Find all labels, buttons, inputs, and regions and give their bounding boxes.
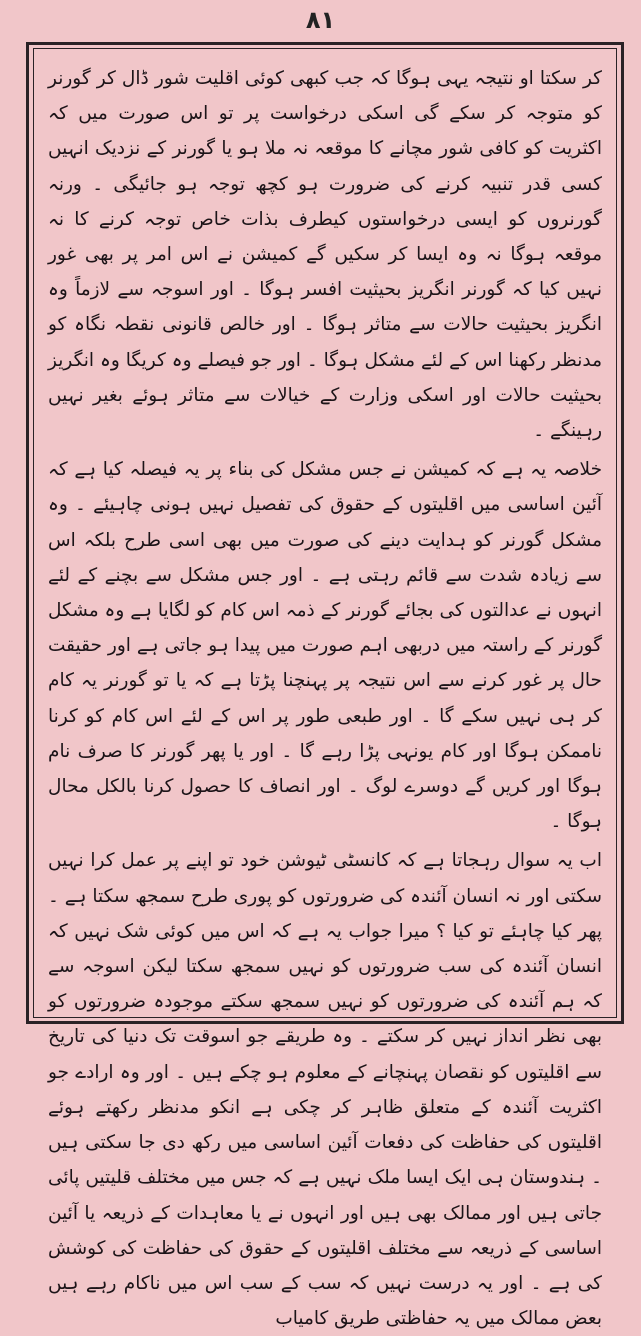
paragraph-1: کر سکتا او نتیجہ یہی ہوگا کہ جب کبھی کوئی اقلیت شور ڈال کر گورنر کو متوجہ کر سکے گی اسکی درخواست پر تو اس صورت میں کہ اکثریت کو کافی شور مچانے کا موقعہ نہ ملا ہو یا گورنر کے نزدیک انہیں کسی قدر تنبیہ کرنے کی ضرورت ہو کچھ توجہ ہو جائیگی ۔ ورنہ گورنروں کو ایسی درخواستوں کیطرف بذات خاص توجہ کرنے کا نہ موقعہ ہوگا نہ وہ ایسا کر سکیں گے کمیشن نے اس امر پر بھی غور نہیں کیا کہ گورنر انگریز بحیثیت افسر ہوگا ۔ اور اسوجہ سے لازماً وہ انگریز بحیثیت حالات سے متاثر ہوگا ۔ اور خالص قانونی نقطہ نگاہ کو مدنظر رکھنا اس کے لئے مشکل ہوگا ۔ اور جو فیصلے وہ کریگا وہ انگریز بحیثیت حالات اور اسکی وزارت کے خیالات سے متاثر ہوئے بغیر نہیں رہینگے ۔ <box>48 68 602 442</box>
paragraph-2: خلاصہ یہ ہے کہ کمیشن نے جس مشکل کی بناء پر یہ فیصلہ کیا ہے کہ آئین اساسی میں اقلیتوں کے حقوق کی تفصیل نہیں ہونی چاہیئے ۔ وہ مشکل گورنر کو ہدایت دینے کی صورت میں بھی اسی طرح بلکہ اس سے زیادہ شدت سے قائم رہتی ہے ۔ اور جس مشکل سے بچنے کے لئے انہوں نے عدالتوں کی بجائے گورنر کے ذمہ اس کام کو لگایا ہے وہ مشکل گورنر کے راستہ میں دربھی اہم صورت میں پیدا ہو جاتی ہے اور حقیقت حال پر غور کرنے سے اس نتیجہ پر پہنچنا پڑتا ہے کہ یا تو گورنر یہ کام کر ہی نہیں سکے گا ۔ اور طبعی طور پر اس کے لئے اس کام کو کرنا ناممکن ہوگا اور کام یونہی پڑا رہے گا ۔ اور یا پھر گورنر کا صرف نام ہوگا اور کریں گے دوسرے لوگ ۔ اور انصاف کا حصول کرنا بالکل محال ہوگا ۔ <box>48 459 602 833</box>
text-frame <box>33 48 617 1330</box>
page-number: ۸۱ <box>305 6 336 34</box>
paragraph-3: اب یہ سوال رہجاتا ہے کہ کانسٹی ٹیوشن خود تو اپنے پر عمل کرا نہیں سکتی اور نہ انسان آئندہ کی ضرورتوں کو پوری طرح سمجھ سکتا ہے ۔ پھر کیا چاہئے تو کیا ؟ میرا جواب یہ ہے کہ اس میں کوئی شک نہیں کہ انسان آئندہ کی سب ضرورتوں کو نہیں سمجھ سکتا لیکن اسوجہ سے کہ ہم آئندہ کی ضرورتوں کو نہیں سمجھ سکتے موجودہ ضرورتوں کو بھی نظر انداز نہیں کر سکتے ۔ وہ طریقے جو اسوقت تک دنیا کی تاریخ سے اقلیتوں کو نقصان پہنچانے کے معلوم ہو چکے ہیں ۔ اور وہ ارادے جو اکثریت آئندہ کے متعلق ظاہر کر چکی ہے انکو مدنظر رکھتے ہوئے اقلیتوں کی حفاظت کی دفعات آئین اساسی میں رکھ دی جا سکتی ہیں ۔ ہندوستان ہی ایک ایسا ملک نہیں ہے کہ جس میں مختلف قلیتیں پائی جاتی ہیں اور ممالک بھی ہیں اور انہوں نے یا معاہدات کے ذریعہ یا آئین اساسی کے ذریعہ سے مختلف اقلیتوں کے حقوق کی حفاظت کی کوشش کی ہے ۔ اور یہ درست نہیں کہ سب کے سب اس میں ناکام رہے ہیں بعض ممالک میں یہ حفاظتی طریق کامیاب <box>48 850 602 1330</box>
